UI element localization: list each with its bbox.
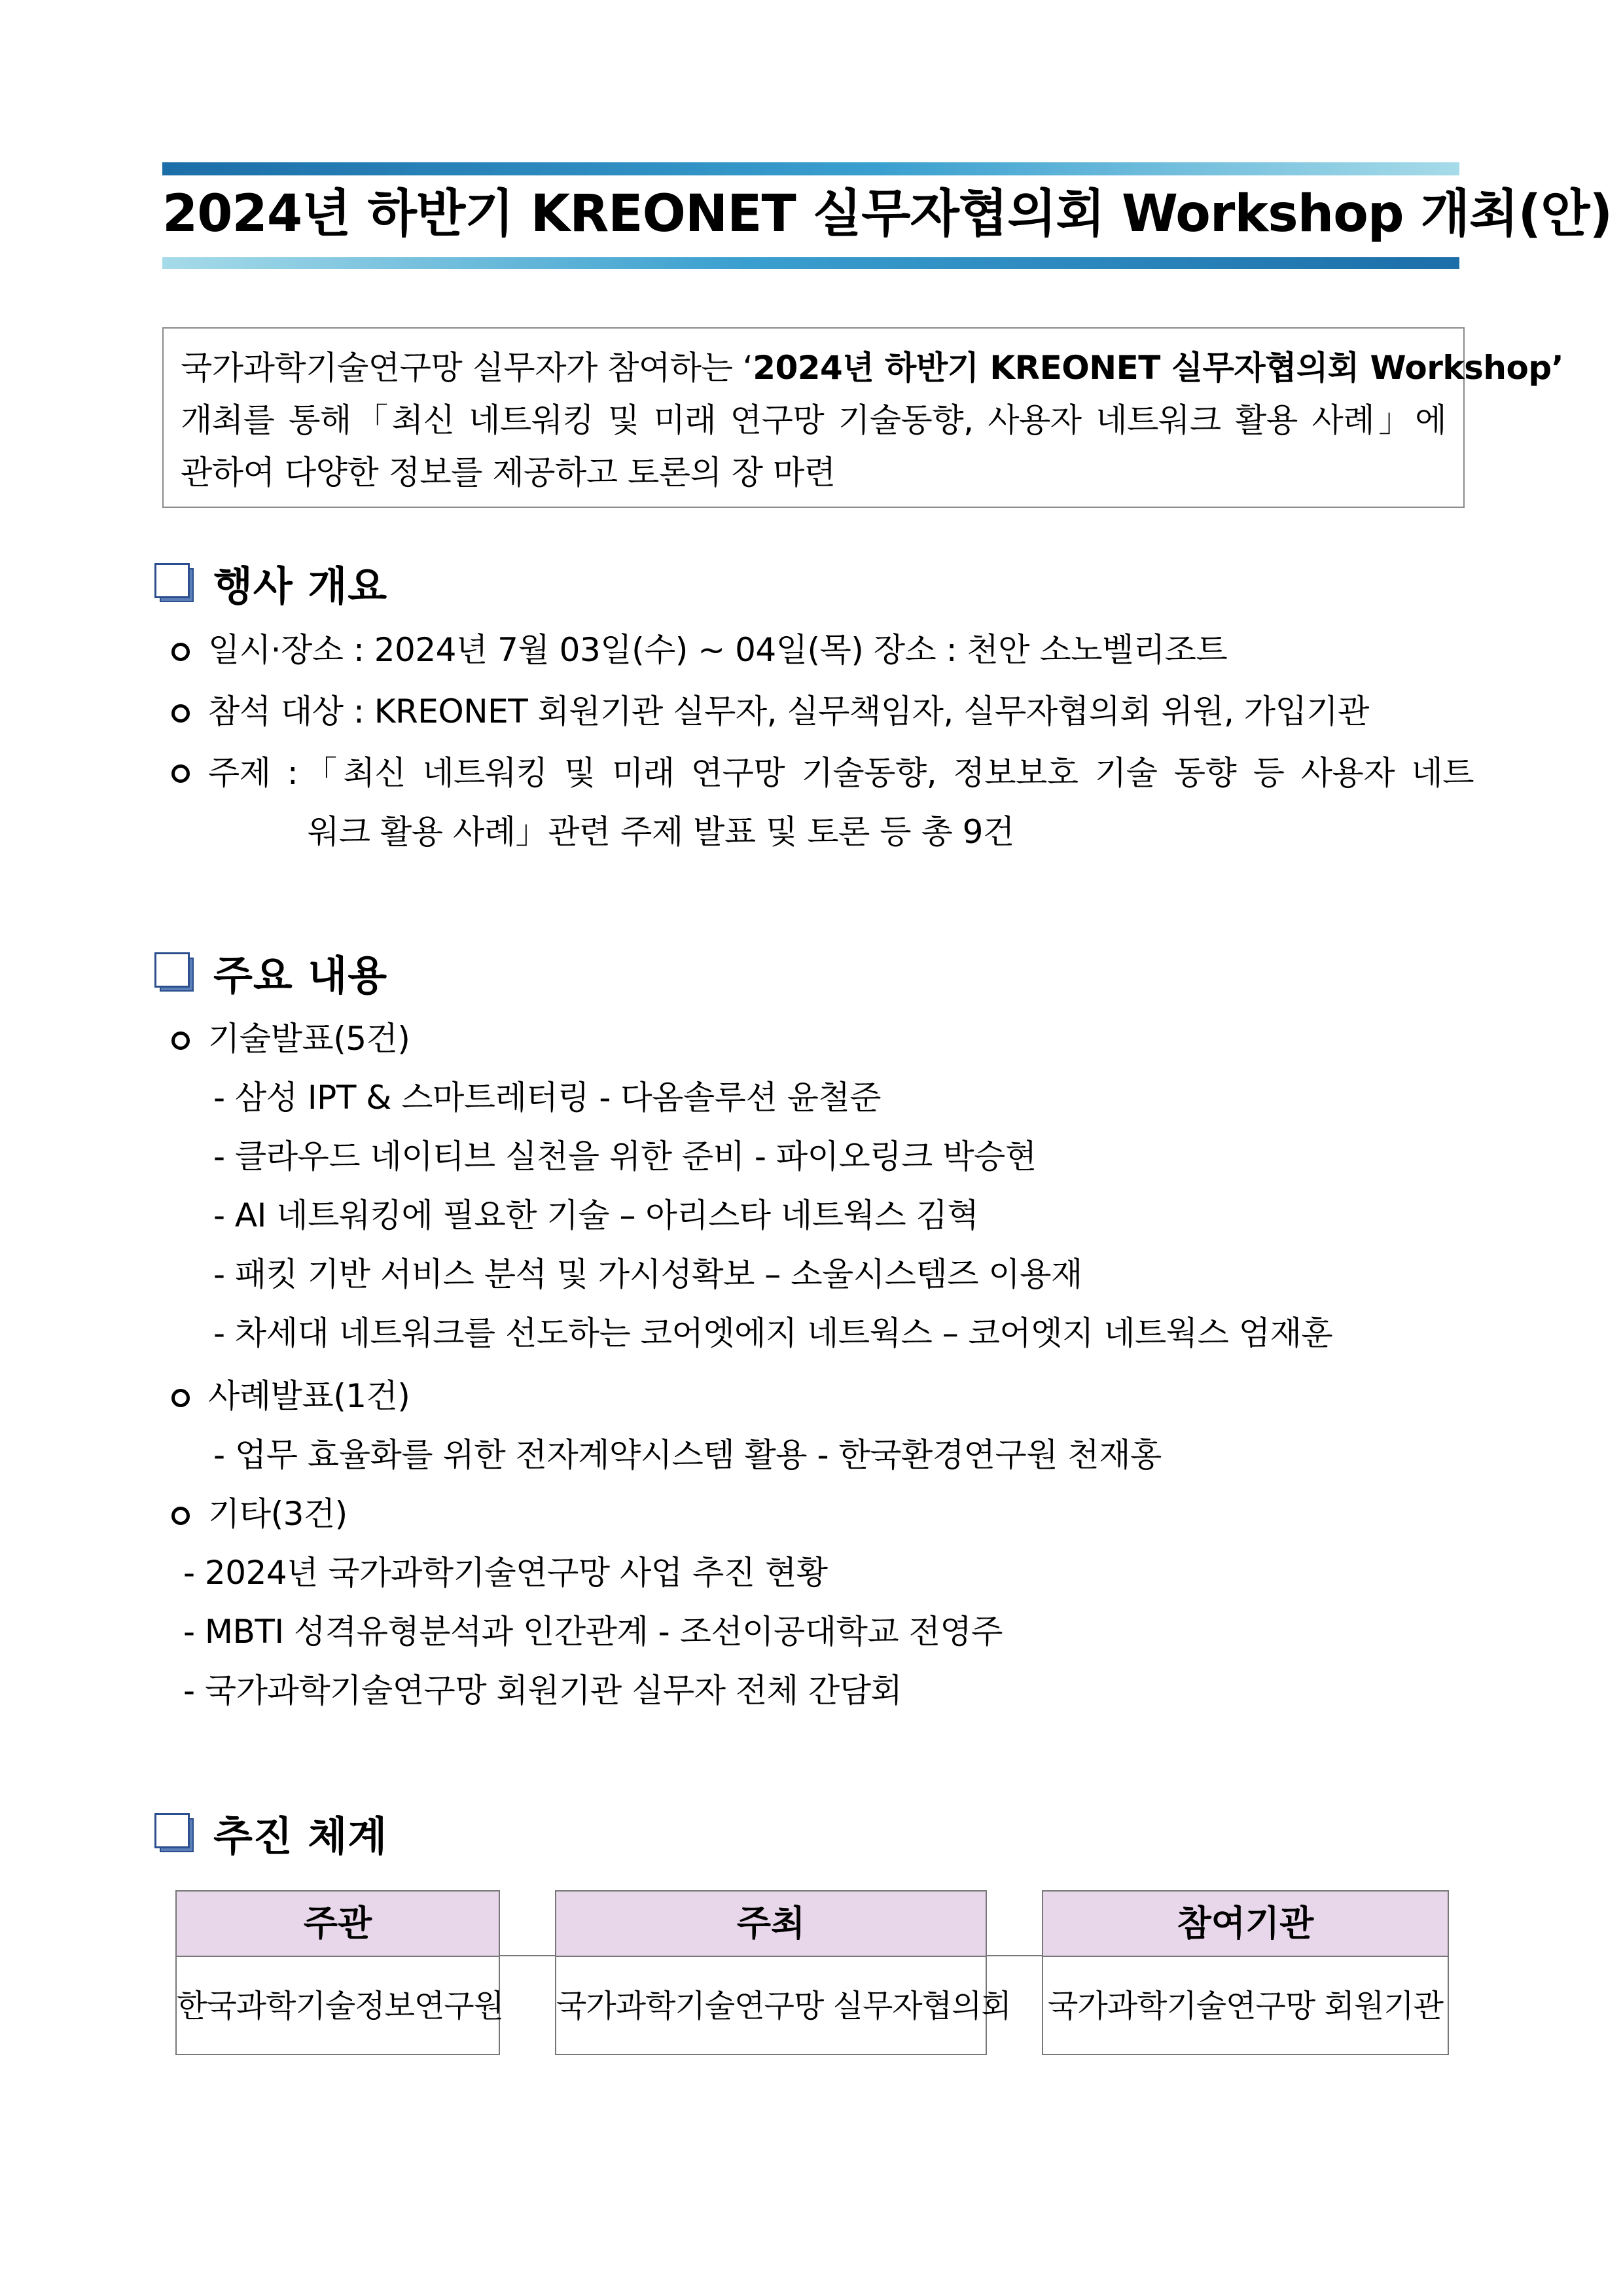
- list-item: - 삼성 IPT & 스마트레터링 - 다옴솔루션 윤철준: [213, 1079, 882, 1117]
- etc-label-text: 기타(3건): [208, 1495, 348, 1533]
- page-title: 2024년 하반기 KREONET 실무자협의회 Workshop 개최(안): [162, 185, 1613, 243]
- section-title: 추진 체계: [213, 1812, 388, 1860]
- section-overview-heading: [154, 556, 387, 609]
- summary-line-1-bold: 2024년 하반기 KREONET 실무자협의회 Workshop’: [753, 349, 1564, 387]
- circle-bullet-icon: [171, 704, 190, 723]
- summary-box: [162, 327, 1564, 508]
- overview-item-continuation: 워크 활용 사례」관련 주제 발표 및 토론 등 총 9건: [308, 813, 1014, 851]
- org-organizer-head: 주최: [556, 1892, 986, 1957]
- checkbox-square-icon: [154, 563, 194, 602]
- tech-presentations-label: [171, 1016, 410, 1062]
- overview-item: [171, 627, 1227, 673]
- checkbox-square-icon: [154, 952, 194, 992]
- circle-bullet-icon: [171, 1507, 190, 1525]
- overview-item: [171, 750, 1474, 796]
- circle-bullet-icon: [171, 643, 190, 661]
- section-title: 행사 개요: [213, 562, 388, 610]
- case-label-text: 사례발표(1건): [208, 1377, 410, 1415]
- title-bar-top: [162, 162, 1459, 175]
- overview-item: [171, 689, 1369, 734]
- list-item: - 클라우드 네이티브 실천을 위한 준비 - 파이오링크 박승현: [213, 1138, 1037, 1175]
- org-participants-body: 국가과학기술연구망 회원기관: [1047, 1988, 1444, 2024]
- org-participants-cell: [1042, 1890, 1449, 2055]
- overview-item-text: 일시·장소 : 2024년 7월 03일(수) ~ 04일(목) 장소 : 천안 소노벨리조트: [208, 631, 1228, 669]
- list-item: - 차세대 네트워크를 선도하는 코어엣에지 네트웍스 – 코어엣지 네트웍스 엄재훈: [213, 1314, 1333, 1352]
- summary-line-3: 관하여 다양한 정보를 제공하고 토론의 장 마련: [181, 454, 836, 492]
- list-item: - 패킷 기반 서비스 분석 및 가시성확보 – 소울시스템즈 이용재: [213, 1255, 1082, 1293]
- circle-bullet-icon: [171, 1031, 190, 1050]
- summary-line-1: [181, 342, 1564, 394]
- org-connector: [499, 1955, 555, 1956]
- title-bar-bottom: [162, 257, 1459, 269]
- checkbox-square-icon: [154, 1813, 194, 1852]
- circle-bullet-icon: [171, 1389, 190, 1407]
- org-host-head: 주관: [177, 1892, 499, 1957]
- org-host-cell: [175, 1890, 504, 2055]
- list-item: - MBTI 성격유형분석과 인간관계 - 조선이공대학교 전영주: [183, 1613, 1003, 1651]
- list-item: - 업무 효율화를 위한 전자계약시스템 활용 - 한국환경연구원 천재홍: [213, 1436, 1162, 1474]
- list-item: - AI 네트워킹에 필요한 기술 – 아리스타 네트웍스 김혁: [213, 1196, 979, 1234]
- summary-line-1-prefix: 국가과학기술연구망 실무자가 참여하는 ‘: [181, 349, 753, 387]
- list-item: - 2024년 국가과학기술연구망 사업 추진 현황: [183, 1554, 828, 1592]
- org-organizer-cell: [555, 1890, 1011, 2055]
- section-contents-heading: [154, 946, 387, 998]
- section-structure-heading: [154, 1806, 387, 1859]
- org-participants-head: 참여기관: [1043, 1892, 1448, 1957]
- tech-label-text: 기술발표(5건): [208, 1020, 410, 1058]
- org-organizer-body: 국가과학기술연구망 실무자협의회: [556, 1988, 1011, 2024]
- summary-line-2: 개최를 통해「최신 네트워킹 및 미래 연구망 기술동향, 사용자 네트워크 활용 사례」에: [181, 401, 1446, 439]
- overview-item-text: 참석 대상 : KREONET 회원기관 실무자, 실무책임자, 실무자협의회 위원, 가입기관: [208, 692, 1369, 730]
- circle-bullet-icon: [171, 764, 190, 783]
- section-title: 주요 내용: [213, 951, 388, 999]
- org-connector: [986, 1955, 1043, 1956]
- etc-label: [171, 1491, 348, 1537]
- case-presentations-label: [171, 1373, 410, 1419]
- org-host-body: 한국과학기술정보연구원: [177, 1988, 504, 2024]
- list-item: - 국가과학기술연구망 회원기관 실무자 전체 간담회: [183, 1672, 902, 1710]
- overview-item-text: 주제 :「최신 네트워킹 및 미래 연구망 기술동향, 정보보호 기술 동향 등 사용자 네트: [208, 754, 1474, 792]
